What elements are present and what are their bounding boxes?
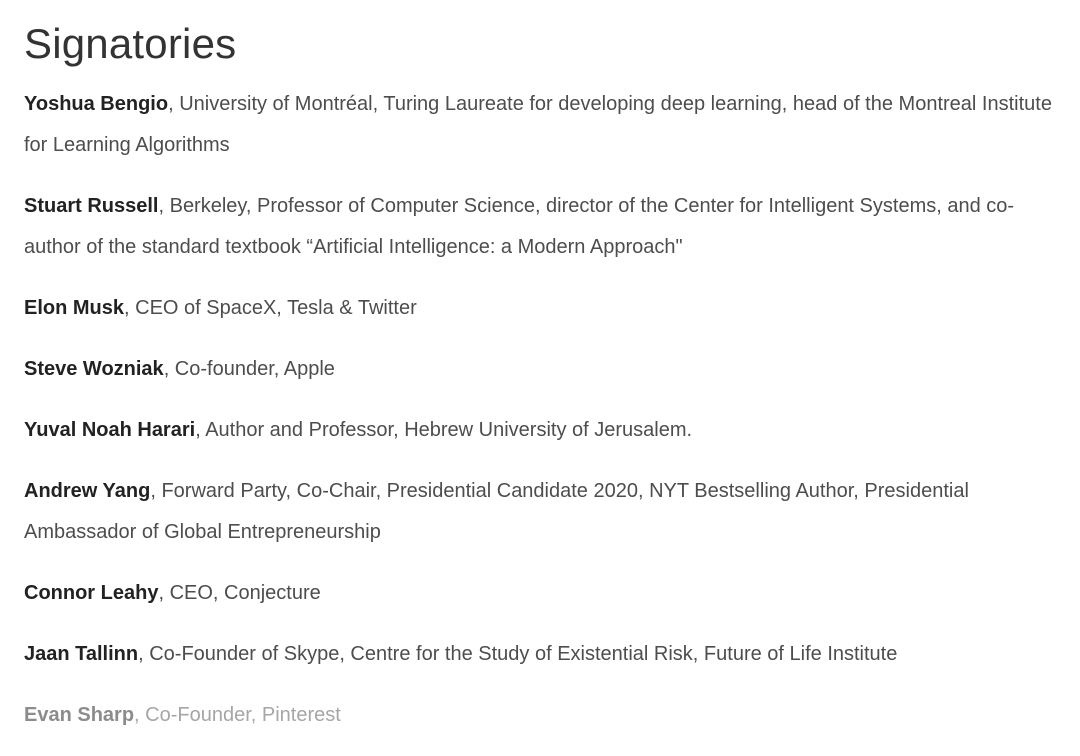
signatory-name: Steve Wozniak xyxy=(24,358,164,380)
signatory-description: , Co-Founder, Pinterest xyxy=(134,704,341,726)
signatory-entry xyxy=(24,573,1054,614)
signatory-name: Stuart Russell xyxy=(24,195,159,217)
signatory-entry xyxy=(24,695,1054,736)
signatory-description: , CEO, Conjecture xyxy=(158,582,321,604)
signatory-name: Andrew Yang xyxy=(24,480,151,502)
signatories-section xyxy=(24,0,1054,756)
signatory-name: Connor Leahy xyxy=(24,582,159,604)
signatory-name: Yuval Noah Harari xyxy=(24,419,196,441)
page-title: Signatories xyxy=(24,20,237,67)
signatory-name: Evan Sharp xyxy=(24,704,135,726)
signatory-description: , Berkeley, Professor of Computer Science, director of the Center for Intelligent Systems, and co-author of the standard textbook “Artificial Intelligence: a Modern Approach" xyxy=(24,195,1015,258)
signatory-entry xyxy=(24,349,1054,390)
signatory-entry xyxy=(24,634,1054,675)
signatory-description: , University of Montréal, Turing Laureate for developing deep learning, head of the Montreal Institute for Learning Algorithms xyxy=(24,93,1052,156)
signatory-name: Elon Musk xyxy=(24,297,125,319)
signatory-entry xyxy=(24,410,1054,451)
signatory-name: Yoshua Bengio xyxy=(24,93,169,115)
signatory-description: , Co-founder, Apple xyxy=(163,358,335,380)
signatory-description: , CEO of SpaceX, Tesla & Twitter xyxy=(124,297,417,319)
signatory-entry xyxy=(24,84,1054,166)
signatory-description: , Co-Founder of Skype, Centre for the Study of Existential Risk, Future of Life Institute xyxy=(138,643,898,665)
signatory-entry xyxy=(24,186,1054,268)
signatory-description: , Forward Party, Co-Chair, Presidential Candidate 2020, NYT Bestselling Author, Presidential Ambassador of Global Entrepreneurship xyxy=(24,480,969,543)
signatory-name: Jaan Tallinn xyxy=(24,643,139,665)
signatory-entry xyxy=(24,288,1054,329)
signatory-list xyxy=(24,84,1054,736)
signatory-entry xyxy=(24,471,1054,553)
signatory-description: , Author and Professor, Hebrew University of Jerusalem. xyxy=(195,419,693,441)
